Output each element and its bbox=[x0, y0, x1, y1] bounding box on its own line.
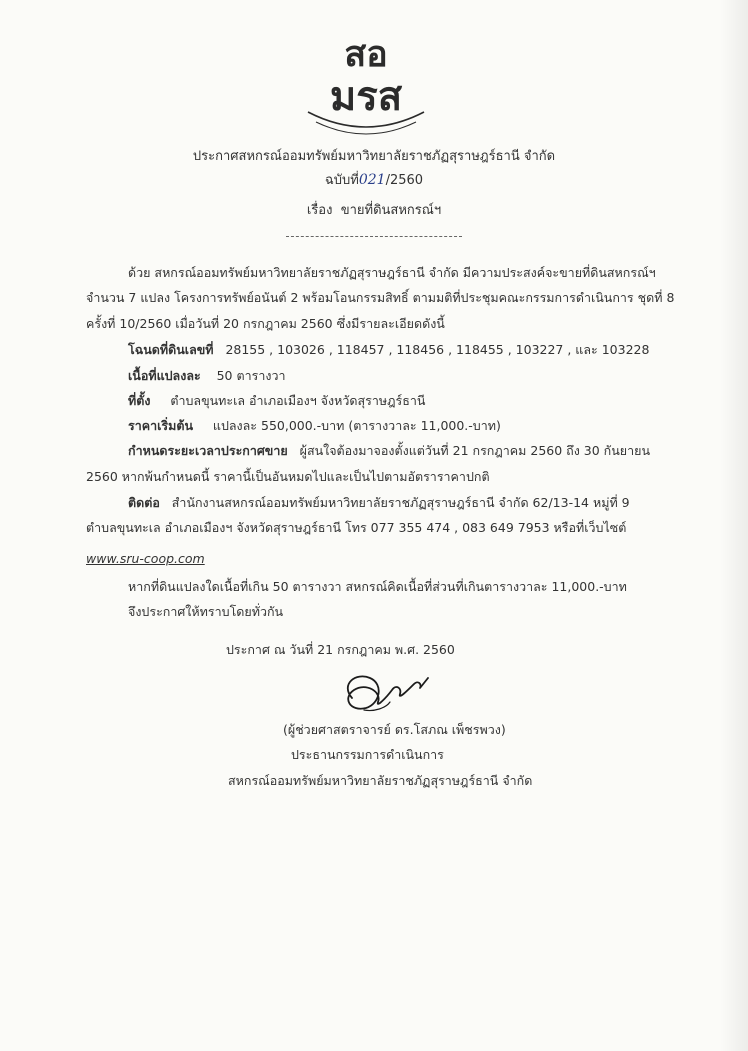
deed-row bbox=[128, 342, 649, 358]
deed-label: โฉนดที่ดินเลขที่ bbox=[128, 342, 214, 357]
period-label: กำหนดระยะเวลาประกาศขาย bbox=[128, 443, 288, 458]
location-value: ตำบลขุนทะเล อำเภอเมืองฯ จังหวัดสุราษฎร์ธานี bbox=[170, 393, 426, 408]
separator-line bbox=[286, 236, 462, 237]
location-row bbox=[128, 393, 425, 409]
intro-line-3: ครั้งที่ 10/2560 เมื่อวันที่ 20 กรกฎาคม 2560 ซึ่งมีรายละเอียดดังนี้ bbox=[86, 316, 445, 331]
announcement-subject bbox=[0, 203, 748, 219]
announcement-title: ประกาศสหกรณ์ออมทรัพย์มหาวิทยาลัยราชภัฏสุราษฎร์ธานี จำกัด bbox=[192, 149, 556, 164]
subject-label: เรื่อง bbox=[306, 203, 333, 218]
contact-value-2: ตำบลขุนทะเล อำเภอเมืองฯ จังหวัดสุราษฎร์ธานี โทร 077 355 474 , 083 649 7953 หรือที่เว็บไซต์ bbox=[86, 520, 627, 535]
logo-top-text: สอ bbox=[344, 34, 388, 75]
period-row bbox=[128, 443, 650, 459]
excess-area-note: หากที่ดินแปลงใดเนื้อที่เกิน 50 ตารางวา สหกรณ์คิดเนื้อที่ส่วนที่เกินตารางวาละ 11,000.-บาท bbox=[128, 579, 627, 594]
contact-value-1: สำนักงานสหกรณ์ออมทรัพย์มหาวิทยาลัยราชภัฏสุราษฎร์ธานี จำกัด 62/13-14 หมู่ที่ 9 bbox=[171, 495, 630, 510]
price-label: ราคาเริ่มต้น bbox=[128, 418, 194, 433]
number-handwritten: 021 bbox=[358, 172, 386, 188]
logo-bottom-text: มรส bbox=[329, 74, 403, 120]
website-row bbox=[86, 551, 205, 567]
website-link[interactable]: www.sru-coop.com bbox=[86, 551, 205, 566]
area-value: 50 ตารางวา bbox=[216, 368, 286, 383]
number-prefix: ฉบับที่ bbox=[324, 173, 359, 188]
announcement-number bbox=[0, 172, 748, 189]
intro-line-2: จำนวน 7 แปลง โครงการทรัพย์อนันต์ 2 พร้อมโอนกรรมสิทธิ์ ตามมติที่ประชุมคณะกรรมการดำเนินการ ชุดที่ 8 bbox=[86, 290, 675, 305]
contact-label: ติดต่อ bbox=[128, 495, 160, 510]
number-suffix: /2560 bbox=[385, 173, 424, 188]
signatory-position: ประธานกรรมการดำเนินการ bbox=[291, 747, 444, 762]
area-label: เนื้อที่แปลงละ bbox=[128, 368, 201, 383]
signature-mark bbox=[330, 668, 440, 718]
contact-row bbox=[128, 495, 630, 511]
price-value: แปลงละ 550,000.-บาท (ตารางวาละ 11,000.-บาท) bbox=[212, 418, 501, 433]
intro-line-1: ด้วย สหกรณ์ออมทรัพย์มหาวิทยาลัยราชภัฏสุราษฎร์ธานี จำกัด มีความประสงค์จะขายที่ดินสหกรณ์ฯ bbox=[128, 265, 656, 280]
signatory-organization: สหกรณ์ออมทรัพย์มหาวิทยาลัยราชภัฏสุราษฎร์ธานี จำกัด bbox=[228, 773, 533, 788]
subject-text: ขายที่ดินสหกรณ์ฯ bbox=[340, 203, 442, 218]
signatory-name: (ผู้ช่วยศาสตราจารย์ ดร.โสภณ เพ็ชรพวง) bbox=[283, 722, 506, 737]
closing-line: จึงประกาศให้ทราบโดยทั่วกัน bbox=[128, 604, 284, 619]
deed-value: 28155 , 103026 , 118457 , 118456 , 118455 , 103227 , และ 103228 bbox=[225, 342, 650, 357]
period-value-2: 2560 หากพ้นกำหนดนี้ ราคานี้เป็นอันหมดไปและเป็นไปตามอัตราราคาปกติ bbox=[86, 469, 490, 484]
cooperative-logo bbox=[302, 30, 430, 138]
area-row bbox=[128, 368, 286, 384]
price-row bbox=[128, 418, 501, 434]
period-value-1: ผู้สนใจต้องมาจองตั้งแต่วันที่ 21 กรกฎาคม 2560 ถึง 30 กันยายน bbox=[299, 443, 650, 458]
location-label: ที่ตั้ง bbox=[128, 393, 151, 408]
announcement-date: ประกาศ ณ วันที่ 21 กรกฎาคม พ.ศ. 2560 bbox=[226, 642, 455, 657]
